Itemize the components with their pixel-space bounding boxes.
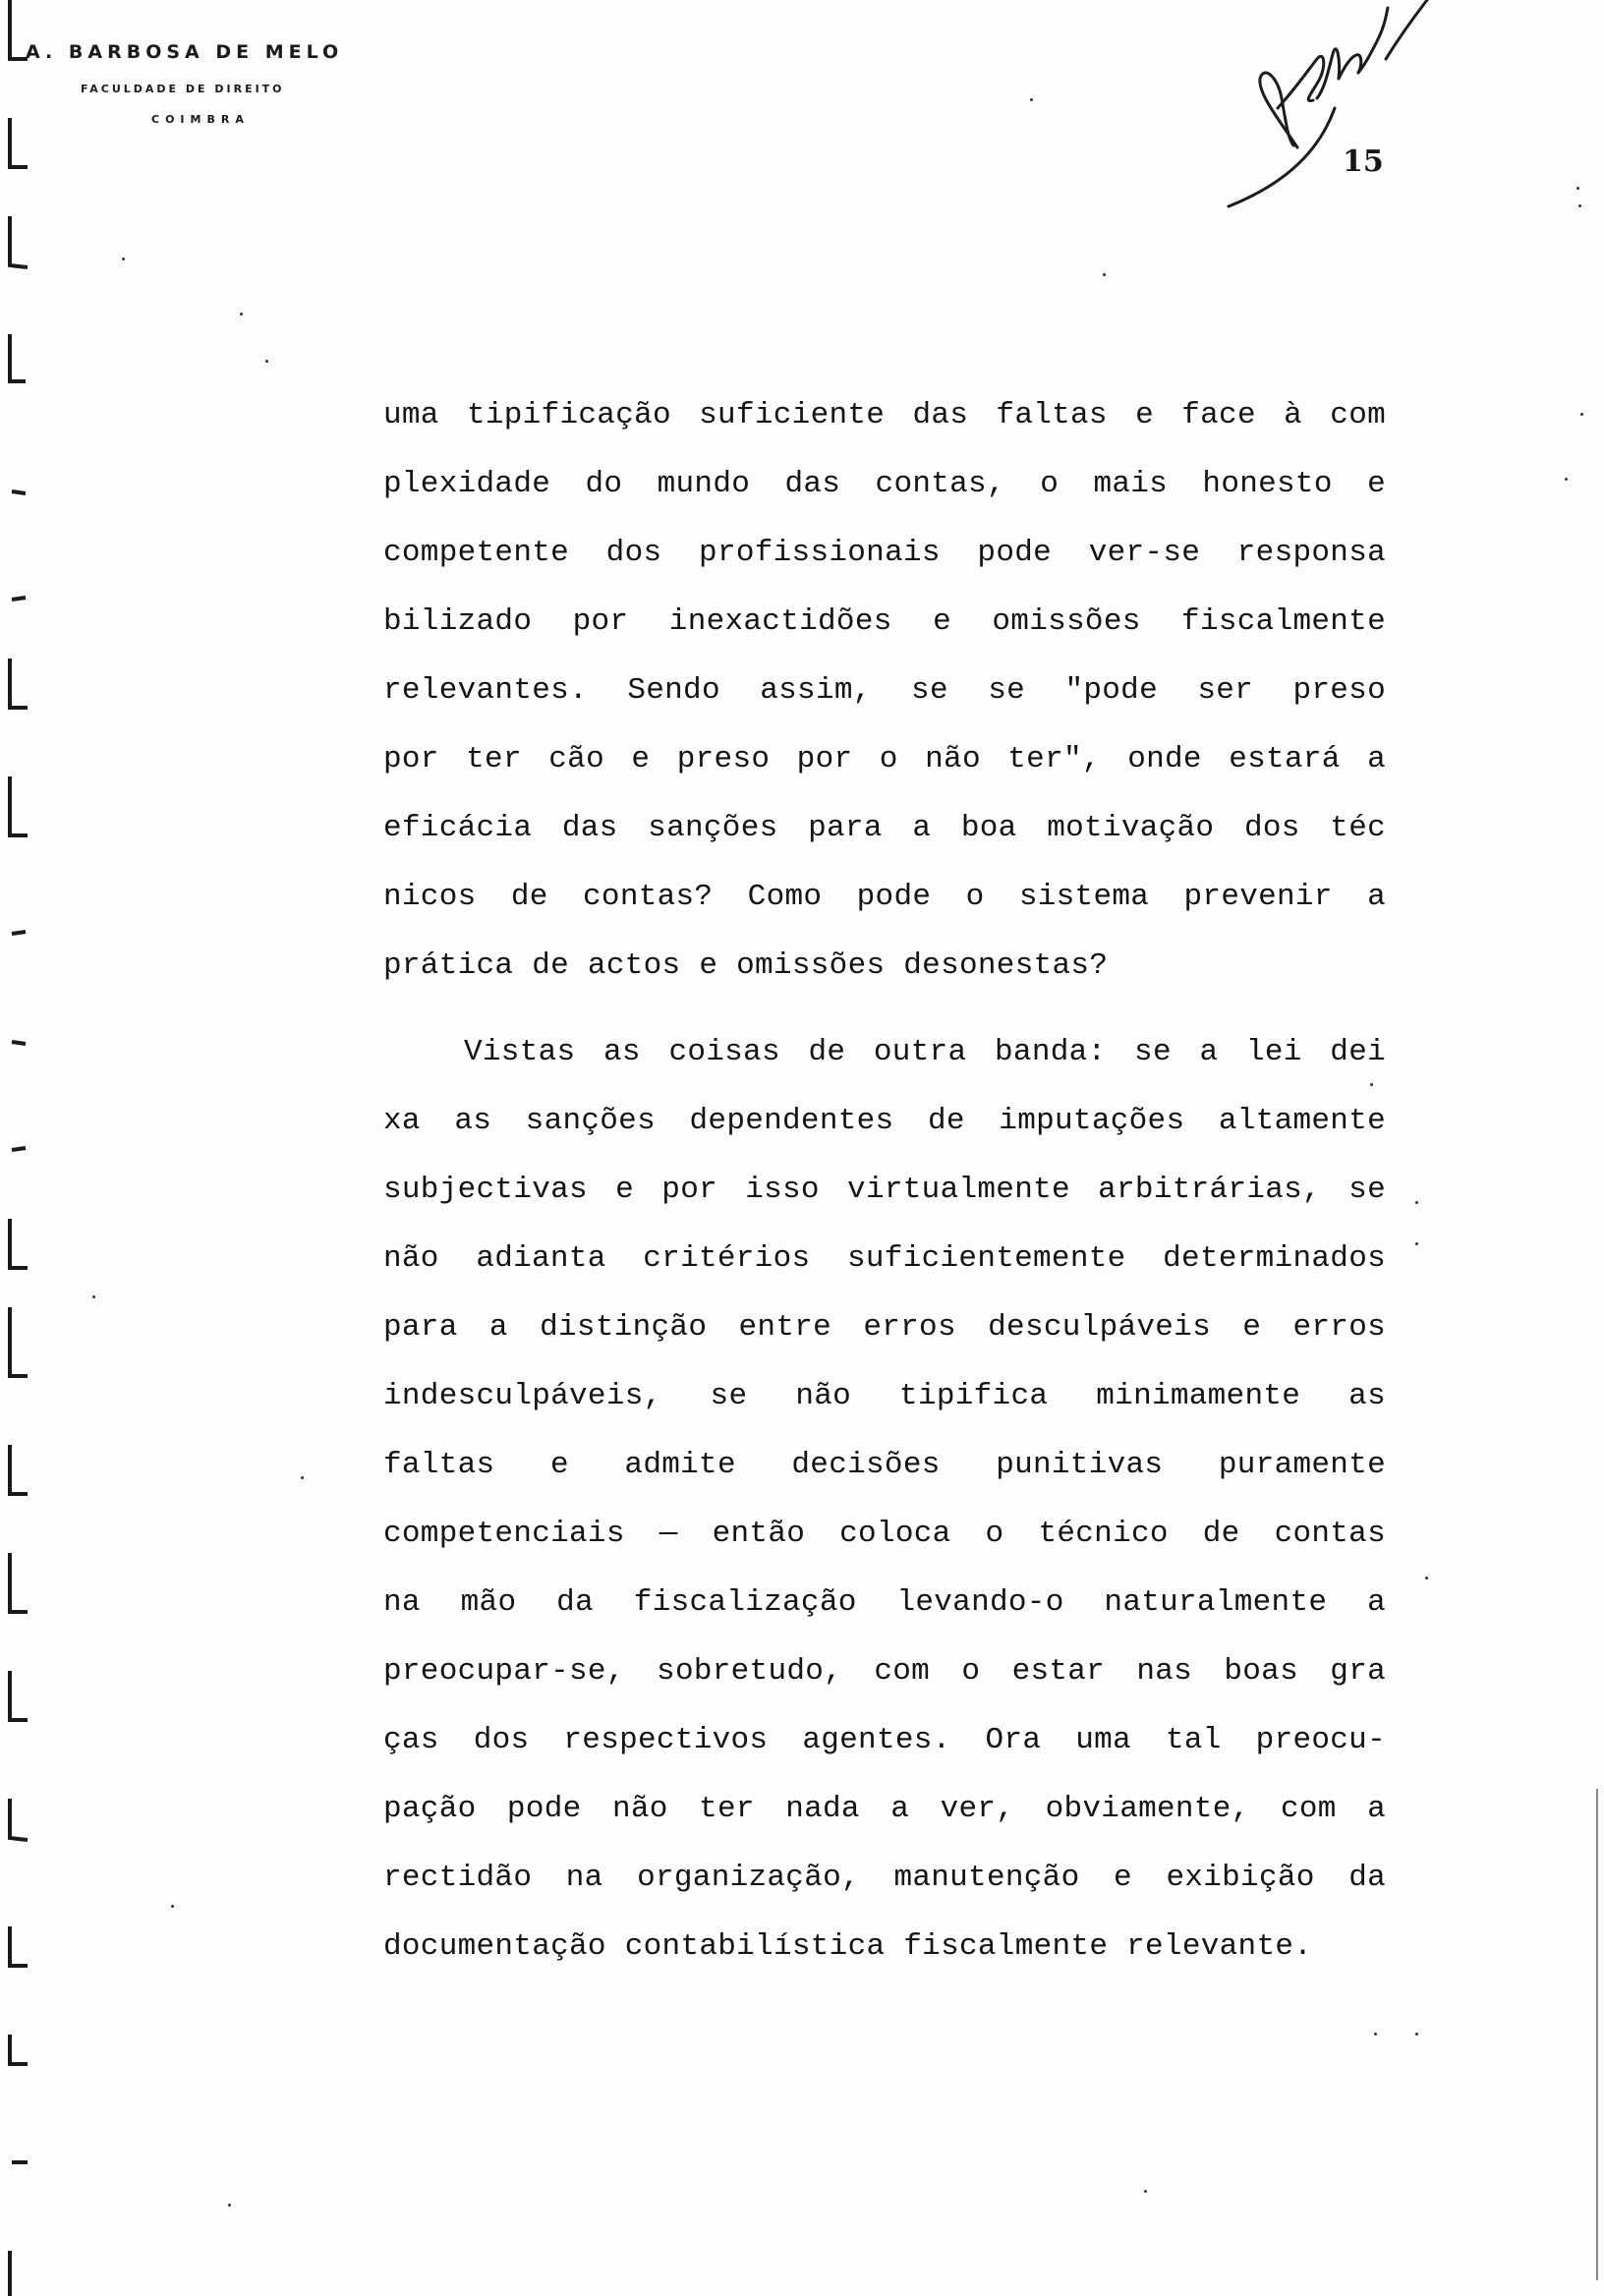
scan-speck <box>1415 1201 1418 1204</box>
paragraph-1 <box>383 381 1386 1001</box>
text-line: na mão da fiscalização levando-o naturalmente a <box>383 1585 1386 1620</box>
scan-speck <box>122 258 125 260</box>
scan-speck <box>301 1476 304 1479</box>
text-line: xa as sanções dependentes de imputações altamente <box>383 1104 1386 1138</box>
text-line: documentação contabilística fiscalmente relevante. <box>383 1929 1313 1964</box>
scan-speck <box>1415 2033 1418 2036</box>
text-line: prática de actos e omissões desonestas? <box>383 948 1109 983</box>
page-number: 15 <box>1343 144 1384 179</box>
scan-speck <box>1144 2190 1147 2193</box>
scan-speck <box>1578 204 1581 207</box>
paragraph-gap <box>383 1001 1386 1018</box>
text-line: rectidão na organização, manutenção e exibição da <box>383 1861 1386 1895</box>
letterhead-faculty: FACULDADE DE DIREITO <box>81 83 285 95</box>
scan-speck <box>92 1295 95 1298</box>
scan-speck <box>240 313 243 316</box>
text-line: Vistas as coisas de outra banda: se a lei dei <box>464 1035 1386 1069</box>
scan-edge-line <box>1596 1789 1598 2280</box>
scan-speck <box>1580 413 1583 416</box>
letterhead-city: COIMBRA <box>151 113 250 126</box>
text-line: por ter cão e preso por o não ter", onde estará a <box>383 742 1386 776</box>
text-line: nicos de contas? Como pode o sistema prevenir a <box>383 880 1386 914</box>
scan-speck <box>1565 478 1568 481</box>
scan-speck <box>265 360 268 363</box>
scan-speck <box>1370 1083 1373 1086</box>
paragraph-2 <box>383 1018 1386 1981</box>
text-line: eficácia das sanções para a boa motivação dos téc <box>383 811 1386 845</box>
text-line: uma tipificação suficiente das faltas e face à com <box>383 398 1386 432</box>
text-line: plexidade do mundo das contas, o mais honesto e <box>383 467 1386 501</box>
text-line: subjectivas e por isso virtualmente arbitrárias, se <box>383 1173 1386 1207</box>
scan-speck <box>1374 2033 1377 2036</box>
text-line: para a distinção entre erros desculpáveis e erros <box>383 1310 1386 1345</box>
scan-speck <box>171 1905 174 1908</box>
scan-speck <box>1103 273 1106 276</box>
text-line: competente dos profissionais pode ver-se responsa <box>383 536 1386 570</box>
text-line: preocupar-se, sobretudo, com o estar nas boas gra <box>383 1654 1386 1689</box>
handwritten-signature <box>1219 0 1435 226</box>
letterhead-name: A. BARBOSA DE MELO <box>26 41 344 63</box>
text-line: ças dos respectivos agentes. Ora uma tal preocu- <box>383 1723 1386 1757</box>
text-line: faltas e admite decisões punitivas puramente <box>383 1448 1386 1482</box>
scan-speck <box>1415 1242 1418 1245</box>
text-line: indesculpáveis, se não tipifica minimamente as <box>383 1379 1386 1413</box>
scan-speck <box>1030 98 1033 101</box>
binder-margin-marks <box>0 0 39 2296</box>
text-line: relevantes. Sendo assim, se se "pode ser preso <box>383 673 1386 708</box>
text-line: pação pode não ter nada a ver, obviamente, com a <box>383 1792 1386 1826</box>
text-line: não adianta critérios suficientemente determinados <box>383 1241 1386 1276</box>
scan-speck <box>1576 187 1579 190</box>
text-line: bilizado por inexactidões e omissões fiscalmente <box>383 604 1386 639</box>
scan-speck <box>1425 1577 1428 1579</box>
body-text <box>383 381 1386 1981</box>
text-line: competenciais — então coloca o técnico de contas <box>383 1517 1386 1551</box>
letterhead <box>26 41 343 126</box>
scan-speck <box>228 2204 231 2207</box>
